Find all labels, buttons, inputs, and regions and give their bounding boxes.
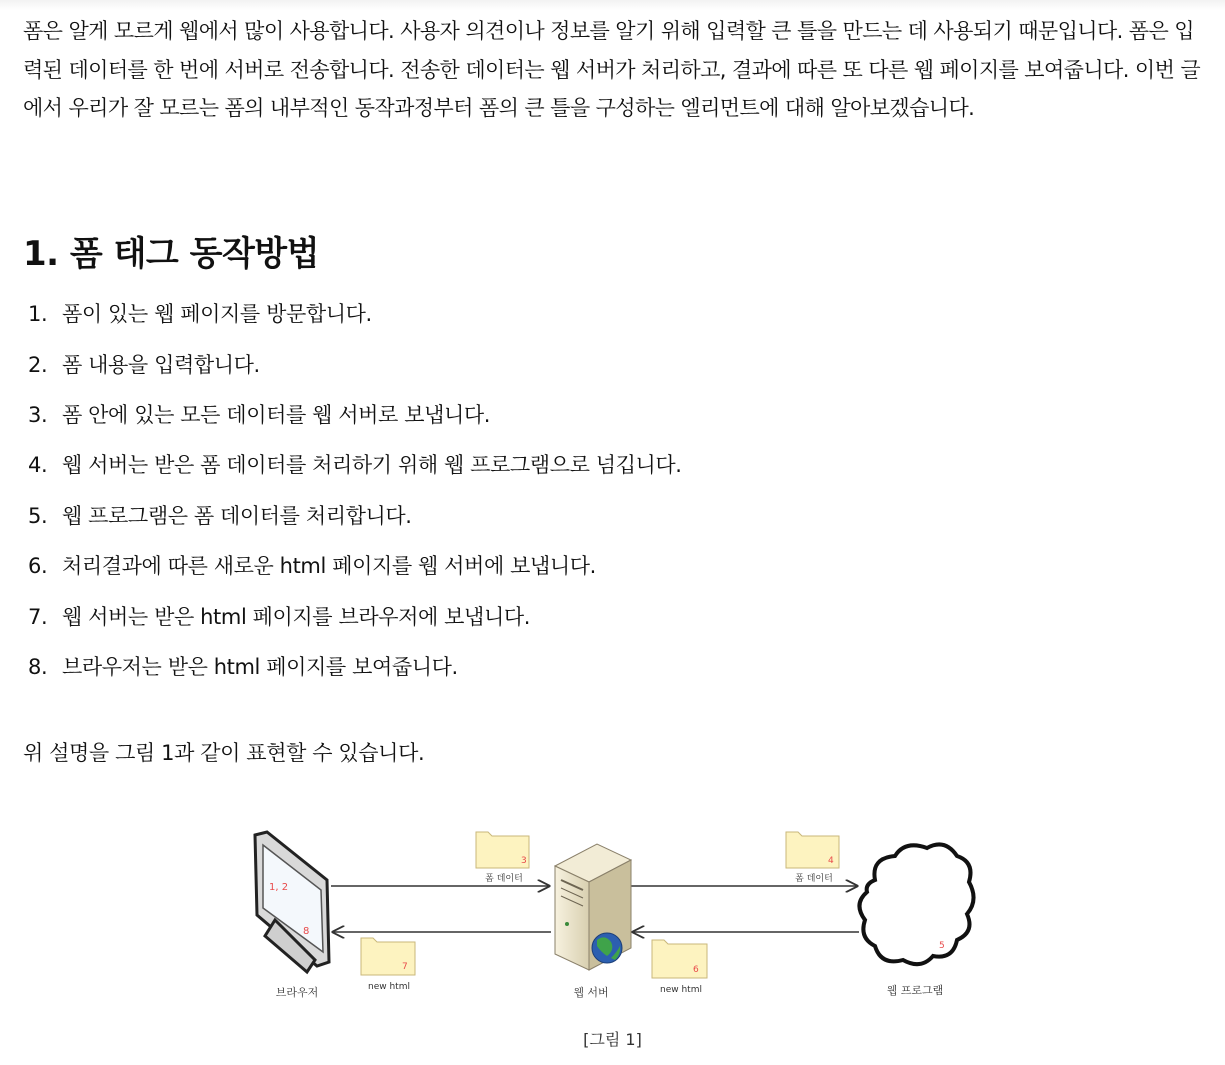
folder-step-number: 3 xyxy=(521,856,527,866)
folder-label: new html xyxy=(660,985,702,995)
browser-step-number: 8 xyxy=(303,926,310,937)
server-label: 웹 서버 xyxy=(573,986,609,999)
top-shadow-bar xyxy=(0,0,1225,10)
list-item-number: 5. xyxy=(28,504,48,528)
folder-step-number: 6 xyxy=(693,965,699,975)
cloud-icon xyxy=(859,844,973,964)
folder-icon xyxy=(652,940,707,978)
figure-intro-paragraph: 위 설명을 그림 1과 같이 표현할 수 있습니다. xyxy=(23,741,425,765)
program-label: 웹 프로그램 xyxy=(886,984,944,997)
list-item-number: 6. xyxy=(28,554,48,578)
folder-label: new html xyxy=(368,982,410,992)
folder-step-number: 4 xyxy=(828,856,834,866)
browser-step-numbers: 1, 2 xyxy=(269,882,289,893)
program-step-number: 5 xyxy=(939,941,945,951)
folder-label: 폼 데이터 xyxy=(485,874,523,884)
list-item-text: 웹 서버는 받은 html 페이지를 브라우저에 보냅니다. xyxy=(62,605,530,629)
browser-label: 브라우저 xyxy=(275,986,319,999)
list-item-number: 8. xyxy=(28,655,48,679)
monitor-icon xyxy=(255,832,329,972)
folder-label: 폼 데이터 xyxy=(795,874,833,884)
list-item-text: 웹 프로그램은 폼 데이터를 처리합니다. xyxy=(62,504,412,528)
list-item-number: 1. xyxy=(28,302,48,326)
list-item-text: 폼 내용을 입력합니다. xyxy=(62,353,260,377)
list-item-text: 처리결과에 따른 새로운 html 페이지를 웹 서버에 보냅니다. xyxy=(62,554,596,578)
list-item-number: 7. xyxy=(28,605,48,629)
list-item-number: 2. xyxy=(28,353,48,377)
globe-icon xyxy=(592,933,622,963)
folder-step-number: 7 xyxy=(402,962,408,972)
intro-paragraph: 폼은 알게 모르게 웹에서 많이 사용합니다. 사용자 의견이나 정보를 알기 위해 입력할 큰 틀을 만드는 데 사용되기 때문입니다. 폼은 입력된 데이터를 한 번에 서버로 전송합니다. 전송한 데이터는 웹 서버가 처리하고, 결과에 따른 또 다른 웹 페이지를 보여줍니다. 이번 글에서 우리가 잘 모르는 폼의 내부적인 동작과정부터 폼의 큰 틀을 구성하는 엘리먼트에 대해 알아보겠습니다. xyxy=(23,19,1201,120)
list-item-number: 4. xyxy=(28,453,48,477)
list-item-text: 폼이 있는 웹 페이지를 방문합니다. xyxy=(62,302,372,326)
form-flow-diagram xyxy=(245,820,980,1010)
list-item-text: 폼 안에 있는 모든 데이터를 웹 서버로 보냅니다. xyxy=(62,403,491,427)
figure-caption: [그림 1] xyxy=(583,1030,642,1049)
list-item-number: 3. xyxy=(28,403,48,427)
list-item-text: 웹 서버는 받은 폼 데이터를 처리하기 위해 웹 프로그램으로 넘깁니다. xyxy=(62,453,682,477)
list-item-text: 브라우저는 받은 html 페이지를 보여줍니다. xyxy=(62,655,458,679)
section-heading: 1. 폼 태그 동작방법 xyxy=(23,234,319,274)
